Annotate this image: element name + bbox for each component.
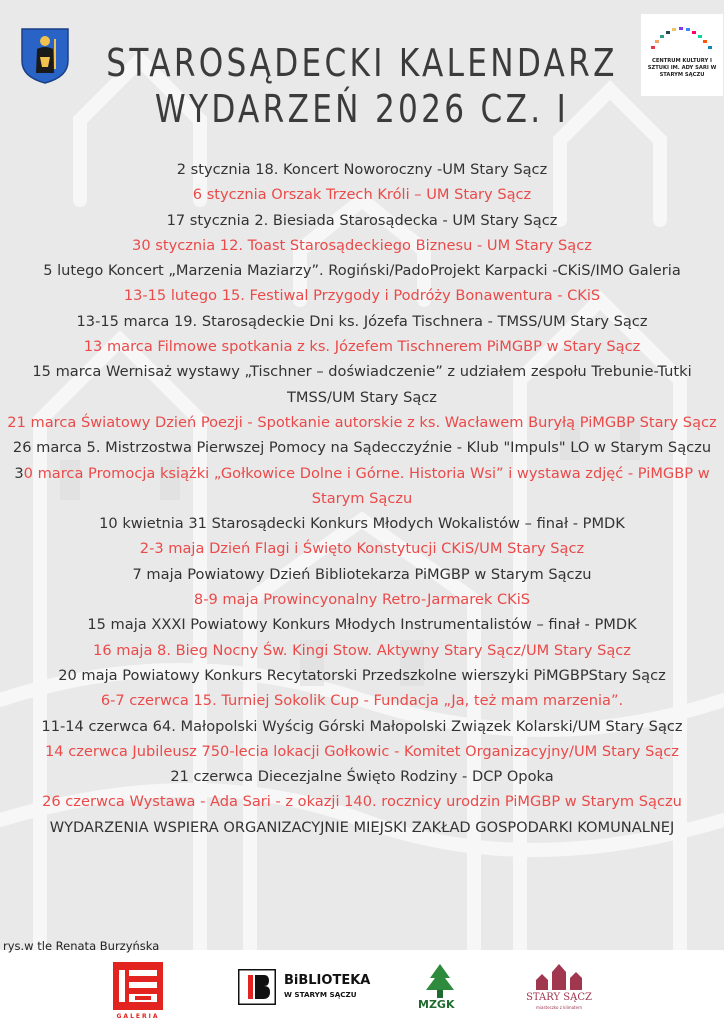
event-item [0,461,724,512]
event-text: 7 maja Powiatowy Dzień Bibliotekarza PiMGBP w Starym Sączu [132,565,592,583]
event-item [0,157,724,182]
event-item [0,562,724,587]
illustration-credit: rys.w tle Renata Burzyńska [3,939,160,953]
event-text: 15 maja XXXI Powiatowy Konkurs Młodych Instrumentalistów – finał - PMDK [87,616,637,634]
event-text: 14 czerwca Jubileusz 750-lecia lokacji Gołkowic - Komitet Organizacyjny/UM Stary Sącz [45,742,679,760]
event-item [0,714,724,739]
cultural-center-name: CENTRUM KULTURY I SZTUKI IM. ADY SARI W STARYM SĄCZU [647,58,717,78]
tree-icon [416,962,464,1000]
event-text: WYDARZENIA WSPIERA ORGANIZACYJNIE MIEJSKI ZAKŁAD GOSPODARKI KOMUNALNEJ [49,818,675,836]
library-name: BiBLIOTEKA [284,973,371,988]
event-text: 15 marca Wernisaż wystawy „Tischner – doświadczenie” z udziałem zespołu Trebunie-Tutki TMSS/UM Stary Sącz [32,363,692,406]
event-text: 26 marca 5. Mistrzostwa Pierwszej Pomocy na Sądecczyźnie - Klub "Impuls" LO w Starym Sączu [12,439,712,457]
event-text: 13 marca Filmowe spotkania z ks. Józefem Tischnerem PiMGBP w Stary Sącz [83,338,641,356]
event-item [0,536,724,561]
event-text: 20 maja Powiatowy Konkurs Recytatorski Przedszkolne wierszyki PiMGBPStary Sącz [58,666,666,684]
imo-icon [113,962,163,1010]
event-item [0,435,724,460]
title-line-1: STAROSĄDECKI KALENDARZ [106,41,618,85]
event-text: 0 marca Promocja książki „Gołkowice Dolne i Górne. Historia Wsi” i wystawa zdjęć - PiMGBP w Starym Sączu [23,464,710,507]
library-b-icon [238,969,276,1005]
event-item [0,739,724,764]
event-item [0,334,724,359]
event-item [0,638,724,663]
event-item [0,764,724,789]
event-item [0,283,724,308]
event-item [0,359,724,410]
event-item [0,612,724,637]
page-title [65,40,659,132]
event-text: 26 czerwca Wystawa - Ada Sari - z okazji 140. rocznicy urodzin PiMGBP w Starym Sączu [42,793,682,811]
event-item [0,587,724,612]
coat-of-arms [20,27,70,84]
event-item [0,511,724,536]
title-line-2: WYDARZEŃ 2026 CZ. I [154,87,570,131]
event-item [0,258,724,283]
event-text: 10 kwietnia 31 Starosądecki Konkurs Młodych Wokalistów – finał - PMDK [99,515,625,533]
event-text: 5 lutego Koncert „Marzenia Maziarzy”. Rogiński/PadoProjekt Karpacki -CKiS/IMO Galeria [43,262,681,280]
event-text: 17 stycznia 2. Biesiada Starosądecka - UM Stary Sącz [166,211,558,229]
imo-galeria-logo [113,962,163,1024]
library-subtitle: W STARYM SĄCZU [284,990,357,999]
event-text: 8-9 maja Prowincyonalny Retro-Jarmarek CKiS [193,591,531,609]
mzgk-logo [416,962,464,1016]
event-text: 6-7 czerwca 15. Turniej Sokolik Cup - Fundacja „Ja, też mam marzenia”. [100,692,624,710]
event-item [0,233,724,258]
event-text: 6 stycznia Orszak Trzech Króli – UM Stary Sącz [192,186,532,204]
imo-label: GALERIA [116,1013,160,1020]
event-text: 16 maja 8. Bieg Nocny Św. Kingi Stow. Aktywny Stary Sącz/UM Stary Sącz [93,641,631,659]
event-text: 21 czerwca Diecezjalne Święto Rodziny - DCP Opoka [170,768,554,786]
event-text: 13-15 lutego 15. Festiwal Przygody i Podróży Bonawentura - CKiS [123,287,601,305]
event-text: 11-14 czerwca 64. Małopolski Wyścig Górski Małopolski Związek Kolarski/UM Stary Sącz [41,717,683,735]
town-skyline-icon [522,962,596,992]
event-text: 13-15 marca 19. Starosądeckie Dni ks. Józefa Tischnera - TMSS/UM Stary Sącz [76,312,648,330]
events-list [0,157,724,840]
stary-sacz-logo [522,962,596,1012]
event-text: 2 stycznia 18. Koncert Noworoczny -UM Stary Sącz [176,161,548,178]
event-item [0,815,724,840]
stary-sacz-tagline: miasteczko z klimatem [536,1005,582,1010]
event-item [0,182,724,207]
event-item [0,309,724,334]
event-item [0,688,724,713]
colorful-dots-ring-icon [649,26,715,54]
event-item [0,663,724,688]
event-item [0,410,724,435]
library-logo [238,969,376,1005]
mzgk-label: MZGK [418,998,455,1011]
event-text: 30 stycznia 12. Toast Starosądeckiego Biznesu - UM Stary Sącz [132,236,592,254]
event-item [0,789,724,814]
event-text: 21 marca Światowy Dzień Poezji - Spotkanie autorskie z ks. Wacławem Buryłą PiMGBP Stary Sącz [7,413,717,431]
event-item [0,208,724,233]
event-prefix: 3 [14,464,24,482]
coat-of-arms-icon [20,27,70,84]
event-text: 2-3 maja Dzień Flagi i Święto Konstytucji CKiS/UM Stary Sącz [139,540,585,558]
stary-sacz-label: STARY SĄCZ [526,992,592,1003]
